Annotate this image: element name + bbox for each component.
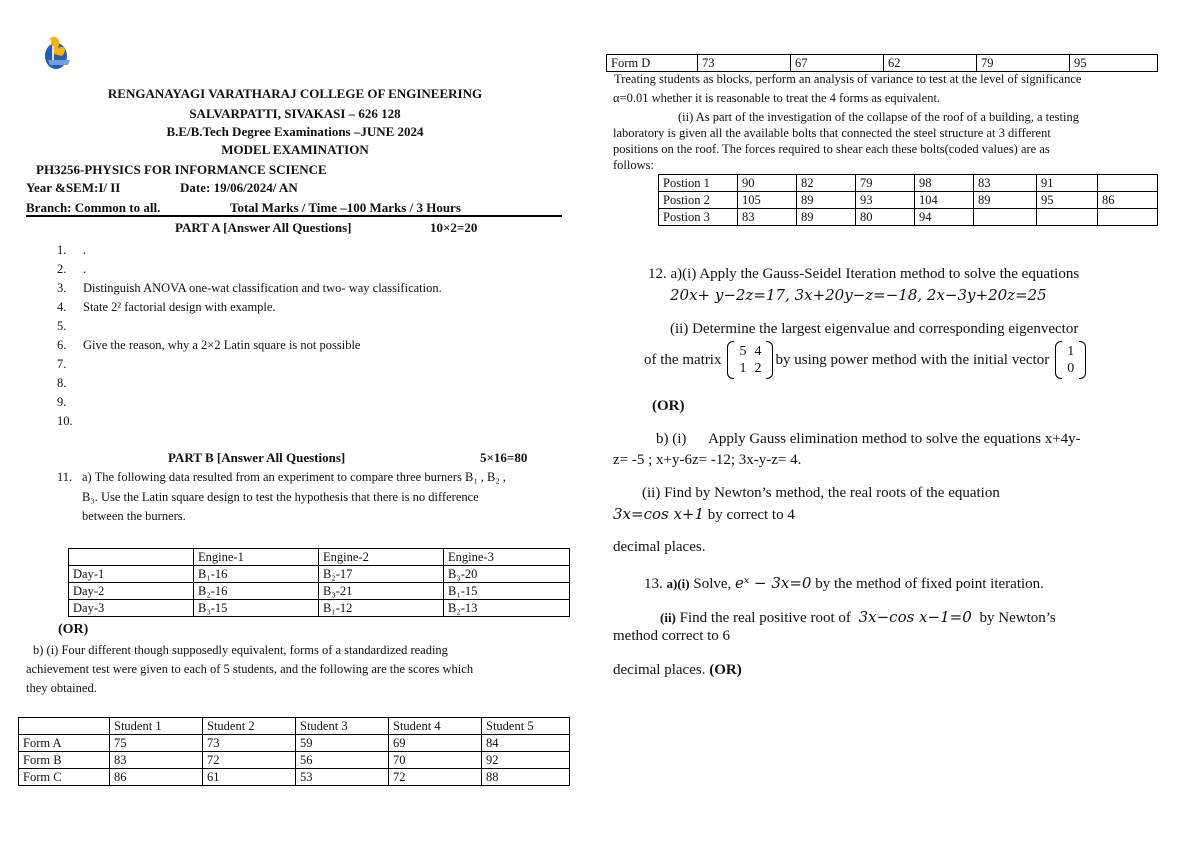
table-cell: 61 <box>203 769 296 786</box>
q13a-ii-label: (ii) <box>660 610 676 625</box>
q13a-suffix: by the method of fixed point iteration. <box>815 576 1044 592</box>
part-a-title: PART A [Answer All Questions] <box>175 220 352 235</box>
table-cell: 67 <box>791 55 884 72</box>
table-cell: Day-1 <box>69 566 194 583</box>
fixed-point-equation: eˣ − 3x=0 <box>735 574 812 592</box>
college-logo-icon <box>40 32 76 72</box>
table-row <box>19 735 570 752</box>
q11a-line-3: between the burners. <box>82 509 186 523</box>
table-cell: Student 4 <box>389 718 482 735</box>
table-cell: Day-2 <box>69 583 194 600</box>
table-cell: 94 <box>915 209 974 226</box>
table-cell: B₁-16 <box>194 566 319 583</box>
table-cell: 93 <box>856 192 915 209</box>
table-cell: 92 <box>482 752 570 769</box>
exam-title: B.E/B.Tech Degree Examinations –JUNE 2024 <box>166 124 424 139</box>
total-marks: Total Marks / Time –100 Marks / 3 Hours <box>230 200 461 215</box>
q13a-ii-suffix: by Newton’s <box>979 610 1056 626</box>
table-cell: Form C <box>19 769 110 786</box>
table-cell: B₂-16 <box>194 583 319 600</box>
table-cell: B₁-12 <box>319 600 444 617</box>
q12b-line-1: b) (i) Apply Gauss elimination method to solve the equations x+4y- <box>656 431 1081 447</box>
table-cell: Day-3 <box>69 600 194 617</box>
table-row <box>607 55 1158 72</box>
matrix-cell: 5 <box>739 344 747 359</box>
table-cell: Student 1 <box>110 718 203 735</box>
table-cell: 69 <box>389 735 482 752</box>
question-item <box>57 374 442 393</box>
q13a-label: a)(i) <box>666 576 690 591</box>
vector-bracket-left <box>1055 341 1062 379</box>
q11b-ii-line-1: (ii) As part of the investigation of the collapse of the roof of a building, a testing <box>678 110 1079 124</box>
table-cell: 59 <box>296 735 389 752</box>
q12a-equations: 20x+ y−2z=17, 3x+20y−z=−18, 2x−3y+20z=25 <box>670 286 1047 304</box>
matrix-grid <box>735 343 765 377</box>
q12a-line-1: 12. a)(i) Apply the Gauss-Seidel Iteration method to solve the equations <box>648 266 1080 282</box>
vector-grid <box>1063 343 1078 377</box>
q13a-line <box>644 574 1044 593</box>
q11b-line-3: they obtained. <box>26 681 97 695</box>
q11b-ii-line-2: laboratory is given all the available bolts that connected the steel structure at 3 different <box>613 126 1051 140</box>
q13a-ii-text: Find the real positive root of <box>679 610 851 626</box>
college-name: RENGANAYAGI VARATHARAJ COLLEGE OF ENGINEERING <box>107 86 483 101</box>
table-cell: B₂-13 <box>444 600 570 617</box>
question-item <box>57 317 442 336</box>
question-text: State 2² factorial design with example. <box>83 300 276 314</box>
form-d-table <box>606 54 1158 72</box>
q11a-line-1: a) The following data resulted from an experiment to compare three burners B₁ , B₂ , <box>82 470 506 484</box>
matrix <box>727 343 773 377</box>
q13-final-line <box>613 662 742 679</box>
exam-date: Date: 19/06/2024/ AN <box>180 180 298 195</box>
table-cell: 83 <box>738 209 797 226</box>
q13a-text: Solve, <box>693 576 732 592</box>
table-cell <box>1037 209 1098 226</box>
college-address: SALVARPATTI, SIVAKASI – 626 128 <box>189 106 401 121</box>
table-cell: 73 <box>698 55 791 72</box>
question-number: 1. <box>57 243 67 257</box>
table-cell: Engine-1 <box>194 549 319 566</box>
matrix-prefix: of the matrix <box>644 351 722 368</box>
vector-cell: 0 <box>1067 361 1075 376</box>
latin-square-table <box>68 548 570 617</box>
question-item <box>57 355 442 374</box>
table-cell: Form B <box>19 752 110 769</box>
table-cell: 89 <box>797 192 856 209</box>
question-number: 3. <box>57 281 67 295</box>
initial-vector <box>1055 343 1086 377</box>
table-row <box>69 583 570 600</box>
q13a-ii-line <box>660 608 1056 627</box>
q11b-ii-line-4: follows: <box>613 158 654 172</box>
or-separator: (OR) <box>652 398 685 414</box>
table-cell: 72 <box>203 752 296 769</box>
decimal-places-text: decimal places. <box>613 662 706 678</box>
table-cell: B₃-15 <box>194 600 319 617</box>
table-row <box>69 600 570 617</box>
table-cell: Engine-3 <box>444 549 570 566</box>
vector-cell: 1 <box>1067 344 1075 359</box>
table-cell: Postion 3 <box>659 209 738 226</box>
or-separator: (OR) <box>709 662 742 678</box>
table-header-row <box>19 718 570 735</box>
table-row <box>69 566 570 583</box>
year-sem: Year &SEM:I/ II <box>26 180 121 195</box>
table-cell: 70 <box>389 752 482 769</box>
table-cell: Student 2 <box>203 718 296 735</box>
q11b-ii-line-3: positions on the roof. The forces required to shear each these bolts(coded values) are as <box>613 142 1050 156</box>
table-cell: 84 <box>482 735 570 752</box>
table-row <box>659 175 1158 192</box>
question-number: 4. <box>57 300 67 314</box>
table-cell <box>19 718 110 735</box>
q13a-ii-line-2: method correct to 6 <box>613 628 731 644</box>
matrix-bracket-left <box>727 341 734 379</box>
part-a-question-list <box>57 241 442 431</box>
q12b-ii-line-1: (ii) Find by Newton’s method, the real roots of the equation <box>642 485 1000 501</box>
table-cell: 98 <box>915 175 974 192</box>
question-item <box>57 298 442 317</box>
question-item <box>57 412 442 431</box>
question-number: 6. <box>57 338 67 352</box>
decimal-places-text: decimal places. <box>613 539 706 555</box>
table-cell: 75 <box>110 735 203 752</box>
table-cell: 104 <box>915 192 974 209</box>
table-cell: 79 <box>977 55 1070 72</box>
table-cell: 90 <box>738 175 797 192</box>
q11a-line-2: B₃. Use the Latin square design to test the hypothesis that there is no difference <box>82 490 479 504</box>
table-cell: B₂-17 <box>319 566 444 583</box>
part-b-title: PART B [Answer All Questions] <box>168 450 346 465</box>
matrix-middle-text: by using power method with the initial vector <box>775 351 1050 368</box>
table-cell: 88 <box>482 769 570 786</box>
table-cell: Form A <box>19 735 110 752</box>
table-row <box>19 752 570 769</box>
question-item <box>57 241 442 260</box>
table-cell: 89 <box>974 192 1037 209</box>
table-cell: B₃-20 <box>444 566 570 583</box>
table-cell: Postion 1 <box>659 175 738 192</box>
table-row <box>659 209 1158 226</box>
q11-number: 11. <box>57 470 73 484</box>
table-row <box>19 769 570 786</box>
q13-number: 13. <box>644 576 663 592</box>
matrix-cell: 1 <box>739 361 747 376</box>
table-cell: 80 <box>856 209 915 226</box>
question-text: Distinguish ANOVA one-wat classification and two- way classification. <box>83 281 442 295</box>
matrix-cell: 4 <box>754 344 762 359</box>
header-divider <box>26 215 562 217</box>
q12b-line-2: z= -5 ; x+y-6z= -12; 3x-y-z= 4. <box>613 452 802 468</box>
question-item <box>57 336 442 355</box>
question-number: 2. <box>57 262 67 276</box>
course-code: PH3256-PHYSICS FOR INFORMANCE SCIENCE <box>36 162 327 177</box>
q12a-ii-line-1: (ii) Determine the largest eigenvalue and corresponding eigenvector <box>670 321 1079 337</box>
table-cell: Form D <box>607 55 698 72</box>
anova-line-2: α=0.01 whether it is reasonable to treat the 4 forms as equivalent. <box>613 91 941 105</box>
matrix-cell: 2 <box>754 361 762 376</box>
table-cell <box>1098 175 1158 192</box>
table-cell: 83 <box>974 175 1037 192</box>
table-cell: 56 <box>296 752 389 769</box>
matrix-bracket-right <box>766 341 773 379</box>
q12a-ii-line-2 <box>644 340 1086 380</box>
question-item <box>57 260 442 279</box>
table-cell: 62 <box>884 55 977 72</box>
bolts-table <box>658 174 1158 226</box>
question-text: . <box>83 262 87 276</box>
table-cell <box>974 209 1037 226</box>
table-cell: 86 <box>110 769 203 786</box>
table-cell: 89 <box>797 209 856 226</box>
question-text: . <box>83 243 87 257</box>
question-number: 7. <box>57 357 67 371</box>
question-item <box>57 279 442 298</box>
table-cell: B₁-15 <box>444 583 570 600</box>
question-number: 5. <box>57 319 67 333</box>
anova-line-1: Treating students as blocks, perform an analysis of variance to test at the level of significance <box>614 72 1082 86</box>
table-cell: 105 <box>738 192 797 209</box>
table-cell: 95 <box>1037 192 1098 209</box>
table-cell <box>1098 209 1158 226</box>
table-cell: 86 <box>1098 192 1158 209</box>
scores-table <box>18 717 570 786</box>
q11b-line-1: b) (i) Four different though supposedly equivalent, forms of a standardized reading <box>33 643 448 657</box>
table-cell: Student 5 <box>482 718 570 735</box>
table-cell: 95 <box>1070 55 1158 72</box>
table-cell: 79 <box>856 175 915 192</box>
vector-bracket-right <box>1079 341 1086 379</box>
question-item <box>57 393 442 412</box>
part-a-marks: 10×2=20 <box>430 220 478 235</box>
question-text: Give the reason, why a 2×2 Latin square is not possible <box>83 338 361 352</box>
table-cell: Postion 2 <box>659 192 738 209</box>
table-cell: B₃-21 <box>319 583 444 600</box>
table-cell: Student 3 <box>296 718 389 735</box>
table-cell <box>69 549 194 566</box>
newton-root-equation: 3x−cos x−1=0 <box>858 608 972 626</box>
table-cell: 72 <box>389 769 482 786</box>
question-number: 8. <box>57 376 67 390</box>
table-cell: 83 <box>110 752 203 769</box>
or-separator: (OR) <box>58 622 89 637</box>
newton-suffix: by correct to 4 <box>707 507 795 523</box>
part-b-marks: 5×16=80 <box>480 450 528 465</box>
q11b-line-2: achievement test were given to each of 5 students, and the following are the scores which <box>26 662 474 676</box>
table-cell: 73 <box>203 735 296 752</box>
q12b-ii-line-2 <box>613 505 795 524</box>
table-row <box>659 192 1158 209</box>
table-cell: 91 <box>1037 175 1098 192</box>
question-number: 10. <box>57 414 73 428</box>
table-cell: Engine-2 <box>319 549 444 566</box>
table-cell: 53 <box>296 769 389 786</box>
newton-equation: 3x=cos x+1 <box>613 505 705 523</box>
question-number: 9. <box>57 395 67 409</box>
table-header-row <box>69 549 570 566</box>
exam-type: MODEL EXAMINATION <box>221 142 369 157</box>
branch: Branch: Common to all. <box>26 200 161 215</box>
table-cell: 82 <box>797 175 856 192</box>
